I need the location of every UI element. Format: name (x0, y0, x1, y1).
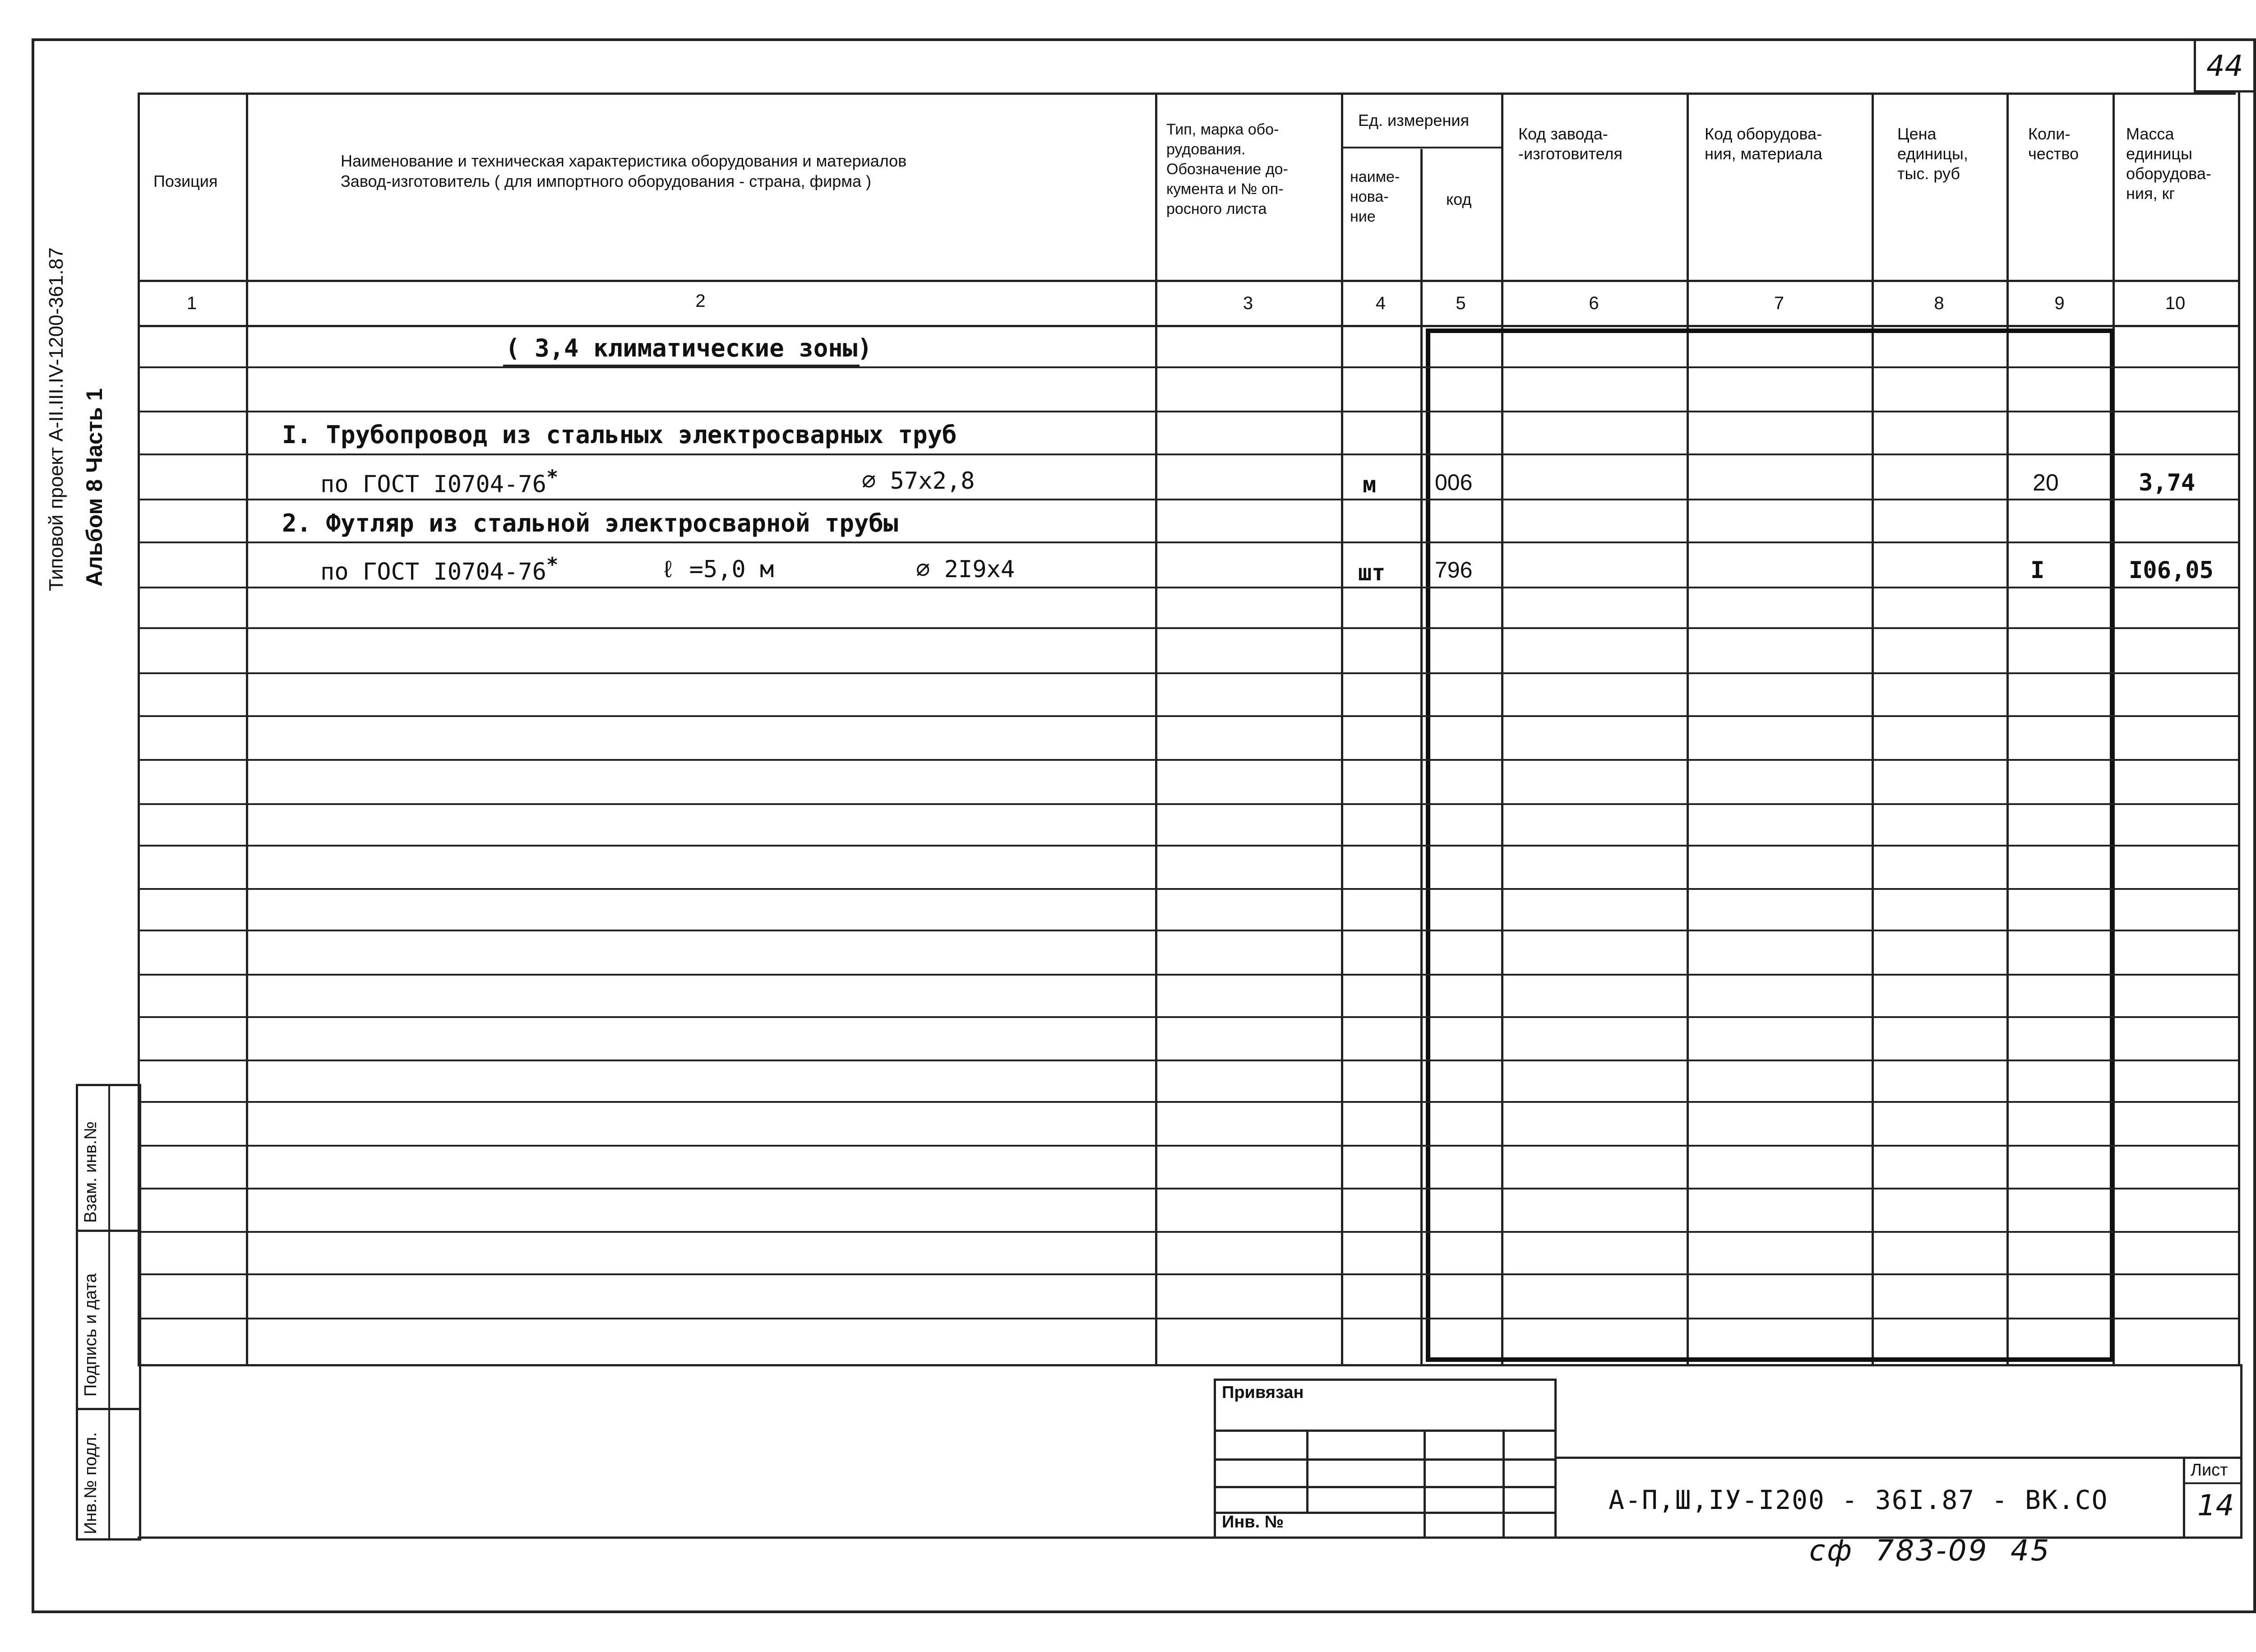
colnum-2: 2 (695, 291, 706, 311)
colnum-7: 7 (1774, 293, 1784, 313)
body-row-line (138, 672, 2240, 674)
left-strip-field-inv-orig: Инв.№ подл. (81, 1432, 100, 1534)
inv-no-label: Инв. № (1222, 1513, 1284, 1532)
header-unit-group: Ед. измерения (1358, 111, 1469, 130)
colnum-4: 4 (1375, 293, 1386, 313)
doc-code-top (1554, 1457, 2242, 1459)
table-bottom-border (138, 1364, 2242, 1366)
colnum-8: 8 (1934, 293, 1944, 313)
body-row-line (138, 453, 2240, 455)
left-strip-field-replaced-inv: Взам. инв.№ (81, 1121, 100, 1223)
sheet-label-divider (2183, 1482, 2242, 1484)
colnum-5: 5 (1456, 293, 1466, 313)
body-row-line (138, 1016, 2240, 1018)
body-row-line (138, 1231, 2240, 1233)
body-row-line (138, 627, 2240, 629)
body-row-line (138, 541, 2240, 543)
doc-code: А-П,Ш,IУ-I200 - 36I.87 - ВК.СО (1609, 1485, 2108, 1515)
header-name-line1: Наименование и техническая характеристика оборудования и материалов (341, 152, 907, 170)
sheet-label: Лист (2191, 1461, 2228, 1480)
table-top-border (138, 93, 2236, 95)
body-row-line (138, 1188, 2240, 1189)
body-row-line (138, 888, 2240, 890)
body-row-line (138, 587, 2240, 588)
body-row-line (138, 1318, 2240, 1319)
header-equipment-code: Код оборудова- ния, материала (1705, 125, 1822, 163)
header-manufacturer-code: Код завода- -изготовителя (1518, 125, 1623, 163)
privyazan-row-3 (1214, 1486, 1557, 1488)
sheet-number: 14 (2197, 1489, 2234, 1522)
item-1-dimension: ⌀ 57x2,8 (862, 467, 975, 495)
body-row-line (138, 1145, 2240, 1147)
side-stamp-album: Альбом 8 Часть 1 (82, 388, 107, 587)
item-1-standard: по ГОСТ I0704-76* (320, 466, 559, 498)
section-title-underline (503, 365, 860, 368)
colnum-row-bottom (138, 325, 2240, 327)
col-sep-1 (246, 93, 248, 1364)
col-sep-2 (1155, 93, 1157, 1364)
side-stamp-project: Типовой проект А-II.III.IV-1200-361.87 (45, 247, 67, 591)
colnum-10: 10 (2165, 293, 2186, 313)
body-row-line (138, 803, 2240, 805)
privyazan-col-2 (1424, 1430, 1426, 1539)
colnum-3: 3 (1243, 293, 1253, 313)
body-row-line (138, 930, 2240, 931)
item-1-unit: м (1363, 472, 1377, 498)
item-1-name: I. Трубопровод из стальных электросварных труб (282, 421, 957, 449)
item-2-unit-code: 796 (1435, 557, 1473, 583)
colnum-1: 1 (186, 293, 197, 313)
header-unit-code: код (1446, 190, 1472, 208)
header-bottom-line (138, 280, 2240, 282)
header-name-line2: Завод-изготовитель ( для импортного оборудования - страна, фирма ) (341, 172, 872, 190)
body-row-line (138, 974, 2240, 976)
item-2-name: 2. Футляр из стальной электросварной трубы (282, 509, 898, 537)
col-sep-4 (1420, 149, 1423, 1364)
header-unit-name: наиме- нова- ние (1350, 168, 1400, 225)
item-2-mass: I06,05 (2129, 557, 2214, 584)
item-2-dimension: ⌀ 2I9x4 (916, 556, 1015, 583)
body-row-line (138, 499, 2240, 500)
body-row-line (138, 845, 2240, 847)
unit-group-divider (1341, 147, 1503, 148)
body-row-line (138, 715, 2240, 717)
header-type-mark: Тип, марка обо- рудования. Обозначение до- кумента и № оп- росного листа (1166, 121, 1288, 217)
bottom-note: сф 783-09 45 (1809, 1534, 2051, 1568)
col-sep-3 (1341, 93, 1343, 1364)
colnum-9: 9 (2054, 293, 2065, 313)
item-2-quantity: I (2030, 557, 2045, 584)
left-strip-field-signature: Подпись и дата (81, 1273, 100, 1397)
header-price: Цена единицы, тыс. руб (1897, 125, 1968, 183)
body-row-line (138, 1101, 2240, 1103)
privyazan-row-1 (1214, 1430, 1557, 1432)
body-row-line (138, 759, 2240, 761)
privyazan-label: Привязан (1222, 1383, 1304, 1402)
header-quantity: Коли- чество (2028, 125, 2079, 163)
body-row-line (138, 1273, 2240, 1275)
col-sep-10 (2238, 93, 2240, 1366)
body-row-line (138, 366, 2240, 368)
item-1-mass: 3,74 (2139, 469, 2196, 496)
header-position: Позиция (153, 172, 218, 190)
colnum-6: 6 (1589, 293, 1599, 313)
item-1-quantity: 20 (2033, 470, 2059, 496)
privyazan-col-1 (1306, 1430, 1308, 1512)
body-row-line (138, 1060, 2240, 1061)
body-row-line (138, 411, 2240, 412)
item-1-unit-code: 006 (1435, 470, 1473, 495)
corner-sheet-number: 44 (2206, 50, 2243, 83)
privyazan-row-2 (1214, 1458, 1557, 1461)
item-2-unit: шт (1358, 560, 1386, 586)
section-title: ( 3,4 климатические зоны) (505, 334, 872, 362)
item-2-standard: по ГОСТ I0704-76* (320, 553, 559, 586)
left-strip-inner (108, 1084, 110, 1541)
item-2-length: ℓ =5,0 м (661, 556, 774, 583)
privyazan-col-3 (1502, 1430, 1505, 1539)
header-mass: Масса единицы оборудова- ния, кг (2126, 125, 2211, 203)
